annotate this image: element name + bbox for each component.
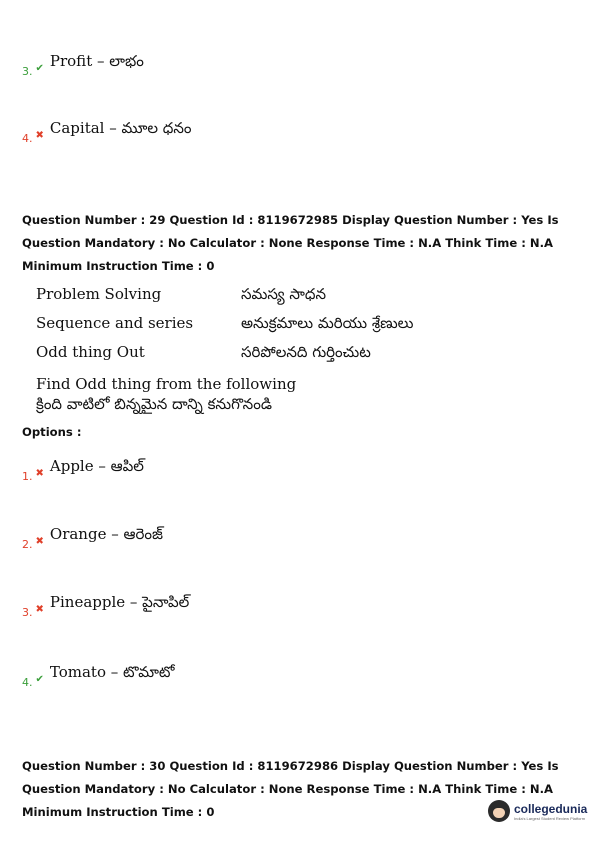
option-item <box>22 119 192 145</box>
option-number: 3. <box>22 65 33 78</box>
check-icon: ✔ <box>35 674 44 685</box>
cross-icon: ✖ <box>35 468 44 479</box>
question-text <box>36 374 296 414</box>
question-row <box>36 285 326 307</box>
option-number: 3. <box>22 606 33 619</box>
row-telugu: సమస్య సాధన <box>241 285 326 303</box>
option-item <box>22 525 163 551</box>
option-number: 1. <box>22 470 33 483</box>
question-telugu: క్రింది వాటిలో బిన్నమైన దాన్ని కనుగొనండి <box>36 395 272 413</box>
row-telugu: సరిపోలనది గుర్తించుట <box>241 343 371 361</box>
logo-name: collegedunia <box>514 801 588 816</box>
option-text: Pineapple – పైనాపిల్ <box>49 593 190 611</box>
option-item <box>22 663 174 689</box>
option-text: Capital – మూల ధనం <box>49 119 192 137</box>
question-meta: Question Number : 29 Question Id : 8119672985 Display Question Number : Yes Is Question Mandatory : No Calculator : None Response Time : N.A Think Time : N.A Minimum Instruction Time : 0 <box>22 213 559 273</box>
option-number: 2. <box>22 538 33 551</box>
option-text: Orange – ఆరెంజ్ <box>49 525 163 543</box>
question-row <box>36 314 414 336</box>
option-text: Profit – లాభం <box>49 52 144 70</box>
logo-tagline: India's Largest Student Review Platform <box>514 815 586 821</box>
option-item <box>22 52 144 78</box>
options-label: Options : <box>22 425 82 439</box>
mascot-icon <box>488 800 510 822</box>
cross-icon: ✖ <box>35 604 44 615</box>
option-item <box>22 457 144 483</box>
option-text: Tomato – టొమాటో <box>49 663 175 681</box>
option-text: Apple – ఆపిల్ <box>49 457 144 475</box>
row-telugu: అనుక్రమాలు మరియు శ్రేణులు <box>241 314 414 332</box>
question-meta: Question Number : 30 Question Id : 8119672986 Display Question Number : Yes Is Question Mandatory : No Calculator : None Response Time : N.A Think Time : N.A Minimum Instruction Time : 0 <box>22 759 559 819</box>
row-english: Odd thing Out <box>36 343 145 361</box>
row-english: Problem Solving <box>36 285 162 303</box>
cross-icon: ✖ <box>35 130 44 141</box>
option-item <box>22 593 189 619</box>
option-number: 4. <box>22 132 33 145</box>
question-row <box>36 343 371 365</box>
check-icon: ✔ <box>35 63 44 74</box>
option-number: 4. <box>22 676 33 689</box>
question-english: Find Odd thing from the following <box>36 375 297 393</box>
cross-icon: ✖ <box>35 536 44 547</box>
collegedunia-logo <box>488 800 587 822</box>
row-english: Sequence and series <box>36 314 194 332</box>
